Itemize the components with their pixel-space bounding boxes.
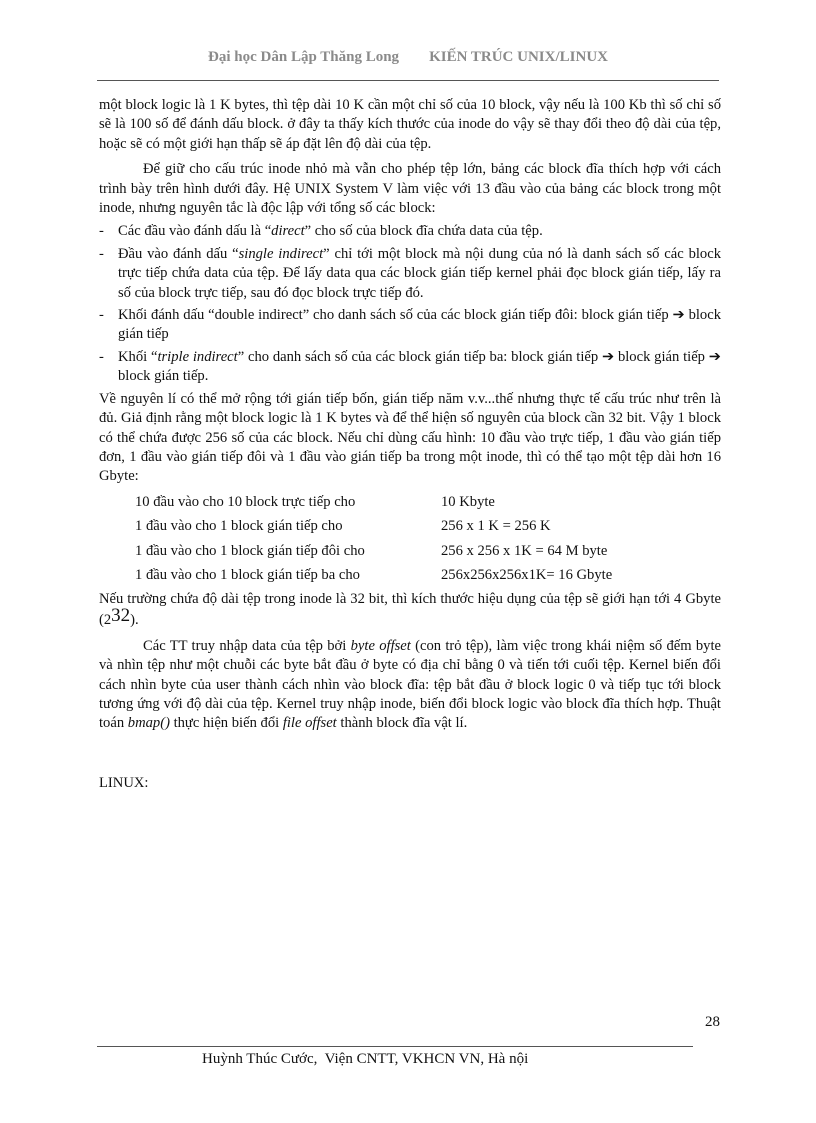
dash-bullet: - (99, 223, 104, 240)
paragraph-2: Để giữ cho cấu trúc inode nhỏ mà vẫn cho phép tệp lớn, bảng các block đĩa thích hợp với cách trình bày trên hình dưới đây. Hệ UNIX System V làm việc với 13 đầu vào của bảng các block trong một inode, nhưng nguyên tắc là độc lập với tổng số các block: (99, 161, 721, 217)
exponent: 32 (111, 605, 131, 627)
page-header (0, 49, 816, 66)
row-value: 256 x 256 x 1K = 64 M byte (441, 542, 608, 559)
term-single-indirect: single indirect (238, 245, 324, 262)
header-institution: Đại học Dân Lập Thăng Long (208, 49, 400, 65)
term-bmap: bmap() (127, 715, 170, 732)
block-type-list (99, 222, 721, 386)
section-label-linux: LINUX: (99, 774, 149, 791)
paragraph-4: Nếu trường chứa độ dài tệp trong inode là 32 bit, thì kích thước hiệu dụng của tệp sẽ giới hạn tới 4 Gbyte (232). (99, 590, 721, 629)
list-item-double-indirect: - Khối đánh dấu “double indirect” cho danh sách số của các block gián tiếp đôi: block gián tiếp ➔ block gián tiếp (99, 307, 721, 343)
header-rule (97, 80, 719, 81)
list-item-triple-indirect: - Khối “triple indirect” cho danh sách số của các block gián tiếp ba: block gián tiếp ➔ block gián tiếp ➔ block gián tiếp. (99, 348, 721, 385)
dash-bullet: - (99, 348, 104, 365)
table-row (135, 564, 612, 588)
row-value: 256x256x256x1K= 16 Gbyte (441, 567, 613, 584)
term-byte-offset: byte offset (350, 637, 411, 654)
table-row (135, 515, 612, 539)
row-value: 10 Kbyte (441, 494, 495, 511)
paragraph-5: Các TT truy nhập data của tệp bởi byte offset (con trỏ tệp), làm việc trong khái niệm số đếm byte và nhìn tệp như một chuỗi các byte bắt đầu ở byte có địa chỉ bằng 0 và tiến tới cuối tệp. Kernel biến đổi cách nhìn byte của user thành cách nhìn vào block đĩa: tệp bắt đầu ở block logic 0 và tiếp tục tới block tương ứng với độ dài của tệp. Kernel truy nhập inode, biến đổi block logic vào block đĩa thích hợp. Thuật toán bmap() thực hiện biến đổi file offset thành block đĩa vật lí. (99, 637, 721, 732)
term-triple-indirect: triple indirect (157, 348, 238, 365)
footer-rule (97, 1046, 693, 1047)
row-value: 256 x 1 K = 256 K (441, 518, 551, 535)
term-file-offset: file offset (282, 715, 337, 732)
paragraph-3: Về nguyên lí có thể mở rộng tới gián tiếp bốn, gián tiếp năm v.v...thế nhưng thực tế cấu trúc như trên là đủ. Giả định rằng một block logic là 1 K bytes và để thể hiện số nguyên của block cần 32 bit. Vậy 1 block có thể chứa được 256 số của các block. Nếu chỉ dùng cấu hình: 10 đầu vào trực tiếp, 1 đầu vào gián tiếp đơn, 1 đầu vào gián tiếp đôi và 1 đầu vào gián tiếp ba trong một inode, thì có thể tạo một tệp dài hơn 16 Gbyte: (99, 390, 721, 485)
dash-bullet: - (99, 307, 104, 324)
list-item-direct: - Các đầu vào đánh dấu là “direct” cho số của block đĩa chứa data của tệp. (99, 222, 721, 241)
dash-bullet: - (99, 245, 104, 262)
row-description: 1 đầu vào cho 1 block gián tiếp ba cho (135, 567, 360, 584)
row-description: 1 đầu vào cho 1 block gián tiếp cho (135, 518, 343, 535)
table-row (135, 539, 612, 563)
term-direct: direct (271, 223, 305, 240)
table-row (135, 491, 612, 515)
paragraph-1: một block logic là 1 K bytes, thì tệp dài 10 K cần một chỉ số của 10 block, vậy nếu là 100 Kb thì số chỉ số sẽ là 100 số để đánh dấu block. ở đây ta thấy kích thước của inode do vậy sẽ thay đổi theo độ dài của tệp, hoặc sẽ có một giới hạn thấp sẽ áp đặt lên độ dài của tệp. (99, 97, 721, 152)
page-number: 28 (705, 1014, 720, 1030)
header-course-title: KIẾN TRÚC UNIX/LINUX (429, 49, 608, 65)
list-item-single-indirect: - Đầu vào đánh dấu “single indirect” chỉ tới một block mà nội dung của nó là danh sách số các block trực tiếp chứa data của tệp. Để lấy data qua các block gián tiếp kernel phải đọc block gián tiếp, lấy ra số của block trực tiếp, sau đó đọc block trực tiếp đó. (99, 245, 721, 301)
page-footer: Huỳnh Thúc Cước, Viện CNTT, VKHCN VN, Hà nội (202, 1051, 529, 1067)
capacity-table (135, 491, 612, 588)
page-body (99, 96, 721, 793)
row-description: 1 đầu vào cho 1 block gián tiếp đôi cho (135, 542, 365, 559)
row-description: 10 đầu vào cho 10 block trực tiếp cho (135, 494, 356, 511)
